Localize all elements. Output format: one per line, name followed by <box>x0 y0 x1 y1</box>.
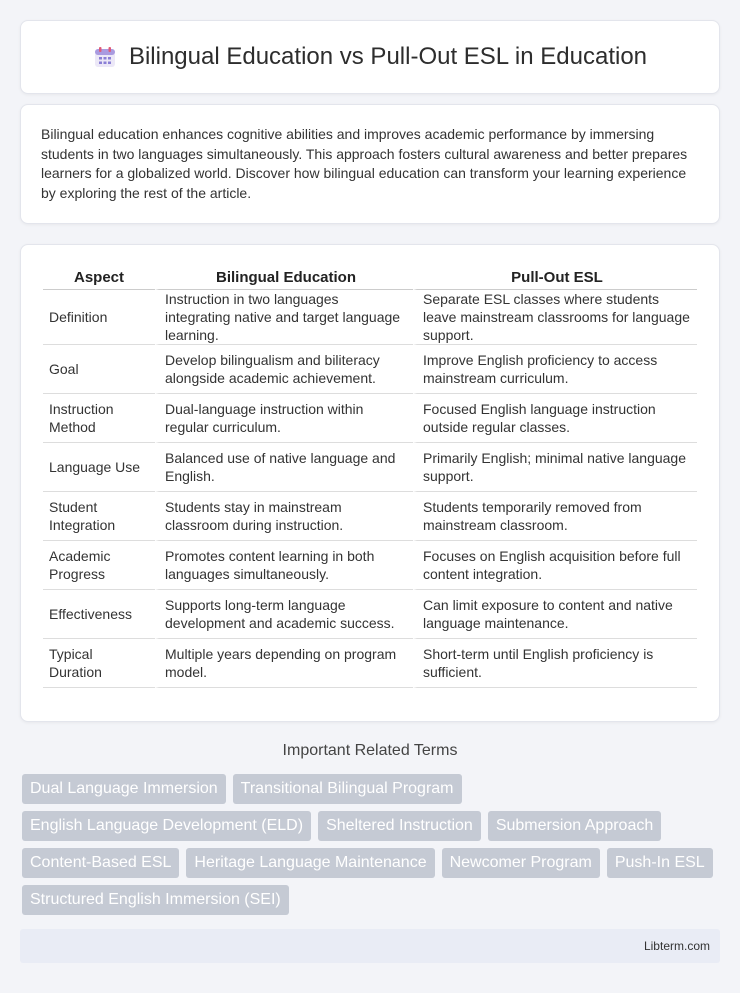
aspect-cell: Instruction Method <box>43 394 155 443</box>
table-row <box>43 590 697 639</box>
title-card <box>20 20 720 94</box>
aspect-cell: Academic Progress <box>43 541 155 590</box>
comparison-table <box>43 265 697 688</box>
table-row <box>43 541 697 590</box>
footer-site[interactable]: Libterm.com <box>643 939 710 953</box>
related-term-tag[interactable]: English Language Development (ELD) <box>22 811 311 841</box>
pullout-cell: Separate ESL classes where students leave mainstream classrooms for language support. <box>413 290 697 345</box>
bilingual-cell: Multiple years depending on program model. <box>155 639 413 688</box>
bilingual-cell: Develop bilingualism and biliteracy alongside academic achievement. <box>155 345 413 394</box>
table-row <box>43 345 697 394</box>
related-term-tag[interactable]: Sheltered Instruction <box>318 811 481 841</box>
intro-card <box>20 104 720 224</box>
table-row <box>43 492 697 541</box>
pullout-cell: Students temporarily removed from mainstream classroom. <box>413 492 697 541</box>
table-row <box>43 443 697 492</box>
aspect-cell: Typical Duration <box>43 639 155 688</box>
column-header: Aspect <box>43 265 155 290</box>
related-term-tag[interactable]: Transitional Bilingual Program <box>233 774 462 804</box>
footer <box>20 929 720 963</box>
calendar-icon <box>93 45 117 69</box>
related-terms-heading: Important Related Terms <box>282 742 458 759</box>
bilingual-cell: Dual-language instruction within regular curriculum. <box>155 394 413 443</box>
aspect-cell: Definition <box>43 290 155 345</box>
pullout-cell: Focused English language instruction outside regular classes. <box>413 394 697 443</box>
related-term-tag[interactable]: Dual Language Immersion <box>22 774 226 804</box>
column-header: Bilingual Education <box>155 265 413 290</box>
table-row <box>43 394 697 443</box>
aspect-cell: Language Use <box>43 443 155 492</box>
table-row <box>43 290 697 345</box>
related-term-tag[interactable]: Heritage Language Maintenance <box>186 848 434 878</box>
pullout-cell: Improve English proficiency to access mainstream curriculum. <box>413 345 697 394</box>
aspect-cell: Student Integration <box>43 492 155 541</box>
comparison-table-card <box>20 244 720 722</box>
pullout-cell: Short-term until English proficiency is sufficient. <box>413 639 697 688</box>
related-term-tag[interactable]: Structured English Immersion (SEI) <box>22 885 289 915</box>
bilingual-cell: Students stay in mainstream classroom during instruction. <box>155 492 413 541</box>
related-term-tag[interactable]: Newcomer Program <box>442 848 600 878</box>
related-term-tag[interactable]: Push-In ESL <box>607 848 713 878</box>
bilingual-cell: Promotes content learning in both languages simultaneously. <box>155 541 413 590</box>
bilingual-cell: Balanced use of native language and English. <box>155 443 413 492</box>
column-header: Pull-Out ESL <box>413 265 697 290</box>
table-row <box>43 639 697 688</box>
related-term-tag[interactable]: Submersion Approach <box>488 811 661 841</box>
pullout-cell: Focuses on English acquisition before full content integration. <box>413 541 697 590</box>
pullout-cell: Primarily English; minimal native language support. <box>413 443 697 492</box>
page-title: Bilingual Education vs Pull-Out ESL in Education <box>128 43 648 70</box>
aspect-cell: Goal <box>43 345 155 394</box>
aspect-cell: Effectiveness <box>43 590 155 639</box>
intro-text: Bilingual education enhances cognitive abilities and improves academic performance by immersing students in two languages simultaneously. This approach fosters cultural awareness and better prepares learners for a globalized world. Discover how bilingual education can transform your learning experience by exploring the rest of the article. <box>41 126 688 201</box>
table-header-row <box>43 265 697 290</box>
related-terms-list <box>22 774 722 915</box>
bilingual-cell: Supports long-term language development and academic success. <box>155 590 413 639</box>
pullout-cell: Can limit exposure to content and native language maintenance. <box>413 590 697 639</box>
related-term-tag[interactable]: Content-Based ESL <box>22 848 179 878</box>
bilingual-cell: Instruction in two languages integrating native and target language learning. <box>155 290 413 345</box>
